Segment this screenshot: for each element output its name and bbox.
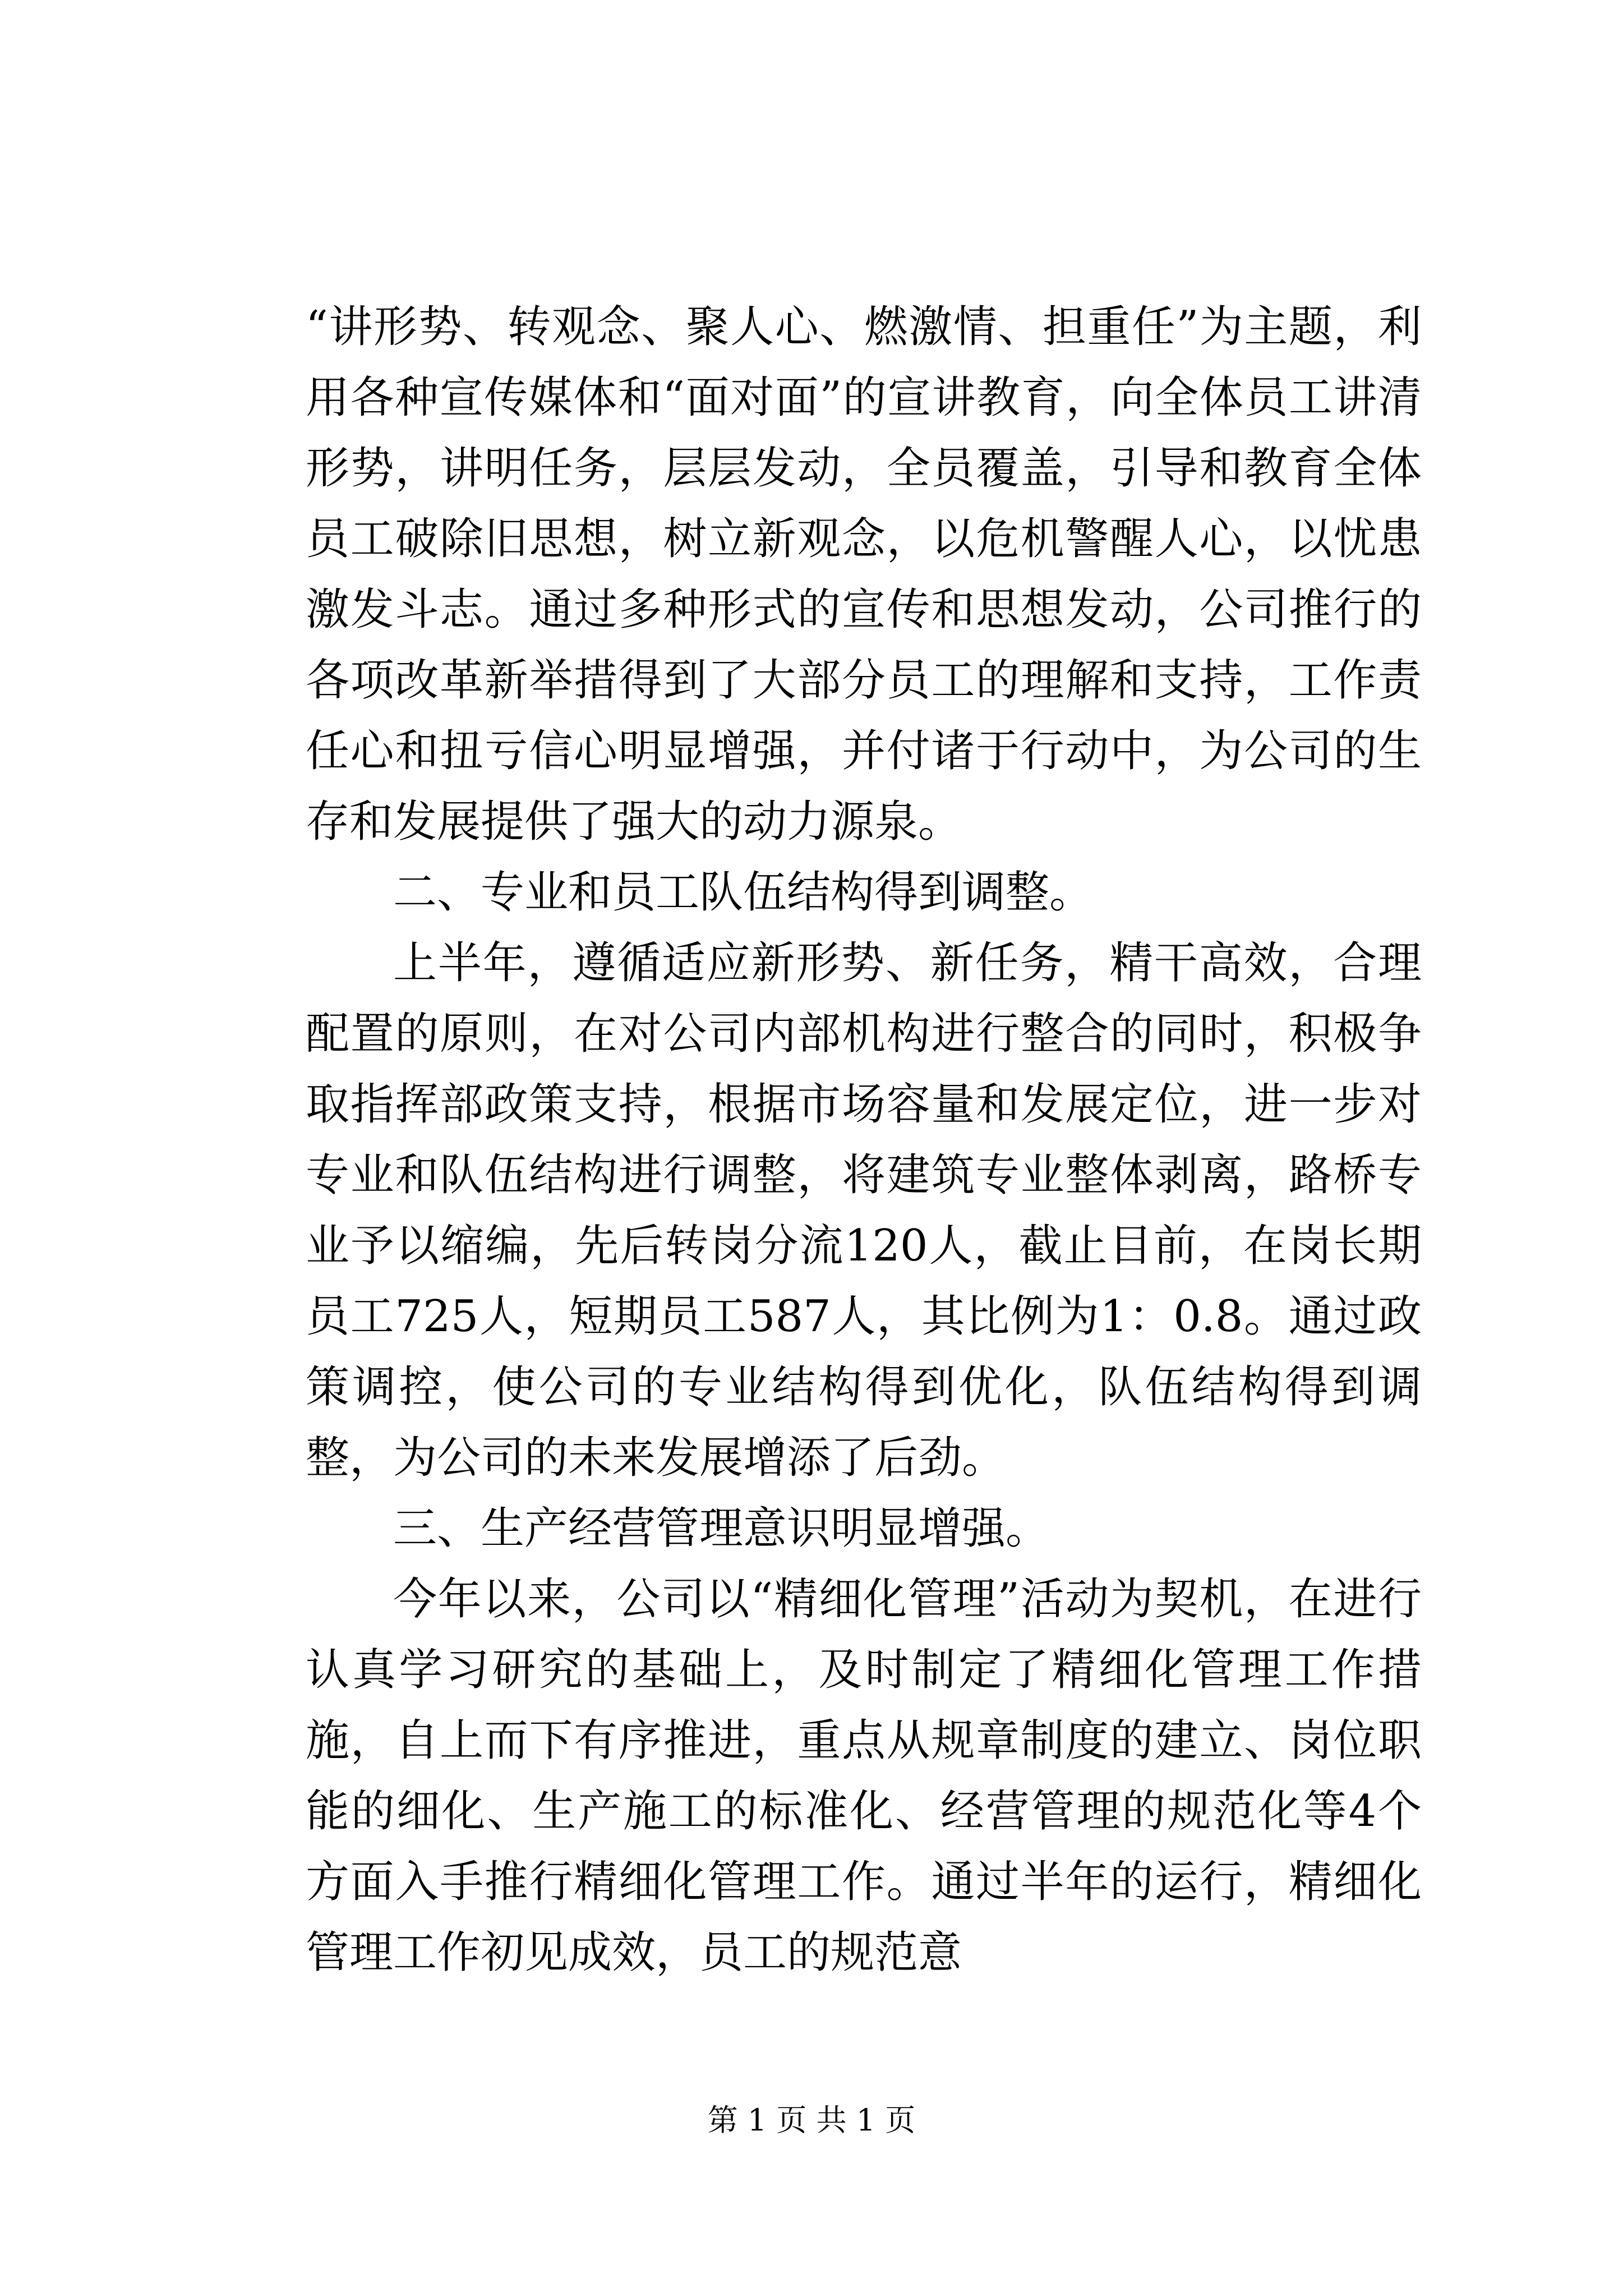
section-heading-2: 二、专业和员工队伍结构得到调整。 [393,867,1094,918]
paragraph-management-awareness: 今年以来，公司以“精细化管理”活动为契机，在进行认真学习研究的基础上，及时制定了精细化管理工作措施，自上而下有序推进，重点从规章制度的建立、岗位职能的细化、生产施工的标准化、经营管理的规范化等4个方面入手推行精细化管理工作。通过半年的运行，精细化管理工作初见成效，员工的规范意 [306,1574,1422,1978]
paragraph-continuation: “讲形势、转观念、聚人心、燃激情、担重任”为主题，利用各种宣传媒体和“面对面”的宣讲教育，向全体员工讲清形势，讲明任务，层层发动，全员覆盖，引导和教育全体员工破除旧思想，树立新观念，以危机警醒人心，以忧患激发斗志。通过多种形式的宣传和思想发动，公司推行的各项改革新举措得到了大部分员工的理解和支持，工作责任心和扭亏信心明显增强，并付诸于行动中，为公司的生存和发展提供了强大的动力源泉。 [306,302,1422,847]
document-body [306,292,1422,1988]
section-heading-3: 三、生产经营管理意识明显增强。 [393,1503,1050,1554]
paragraph-structure-adjustment: 上半年，遵循适应新形势、新任务，精干高效，合理配置的原则，在对公司内部机构进行整合的同时，积极争取指挥部政策支持，根据市场容量和发展定位，进一步对专业和队伍结构进行调整，将建筑专业整体剥离，路桥专业予以缩编，先后转岗分流120人，截止目前，在岗长期员工725人，短期员工587人，其比例为1：0.8。通过政策调控，使公司的专业结构得到优化，队伍结构得到调整，为公司的未来发展增添了后劲。 [306,938,1422,1483]
page-number-label: 第 1 页 共 1 页 [707,2102,916,2138]
page-footer [0,2101,1623,2140]
